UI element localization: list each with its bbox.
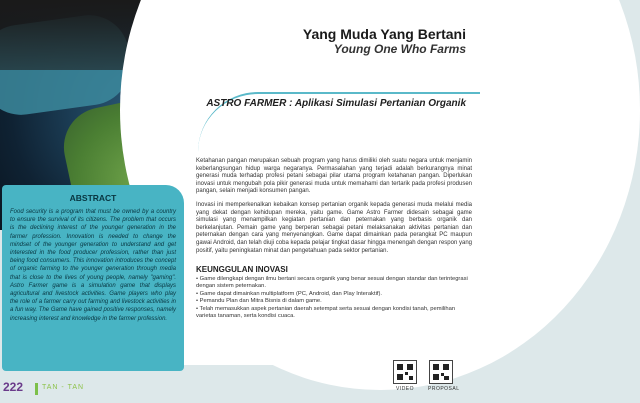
list-item: • Game dapat dimainkan multiplatform (PC, Android, dan Play Interaktif). <box>196 291 472 298</box>
paragraph-2: Inovasi ini memperkenalkan kebaikan konsep pertanian organik kepada generasi muda melalui media yang dekat dengan kehidupan mereka, yaitu game. Game Astro Farmer didesain sebagai game simulasi yang menampilkan kegiatan pertanian dan peternakan yang berbasis organik dan berkelanjutan. Pemain game yang berperan sebagai petani melaksanakan aktivitas pertanian dan peternakan dengan cara yang menyenangkan. Game dapat dimainkan pada perangkat PC maupun gawai Android, dan telah diuji coba kepada pelajar tingkat dasar hingga menengah dengan respon yang positif, yaitu peningkatan minat dan pengetahuan pada sektor pertanian. <box>196 201 472 254</box>
proposal-label: PROPOSAL <box>428 386 460 392</box>
page-number: 222 <box>3 380 24 394</box>
video-label: VIDEO <box>395 386 415 392</box>
page-subtitle: Young One Who Farms <box>333 42 466 56</box>
abstract-heading: ABSTRACT <box>69 193 117 203</box>
keunggulan-heading: KEUNGGULAN INOVASI <box>196 265 288 274</box>
section-title: ASTRO FARMER : Aplikasi Simulasi Pertanian Organik <box>206 98 466 109</box>
list-item: • Pemandu Plan dan Mitra Bisnis di dalam game. <box>196 298 472 305</box>
footer-tag: TAN - TAN <box>42 384 85 391</box>
video-qr-icon <box>393 360 417 384</box>
paragraph-1: Ketahanan pangan merupakan sebuah program yang harus dimiliki oleh suatu negara untuk menjamin keberlangsungan hidup warga negaranya. Permasalahan yang terjadi adalah berkurangnya minat generasi muda terhadap profesi petani sebagai pilar utama program ketahanan pangan. Diperlukan inovasi untuk mengubah pola pikir generasi muda untuk memahami dan tertarik pada profesi produsen pangan, selain menjadi konsumen pangan. <box>196 158 472 195</box>
abstract-box <box>2 185 184 371</box>
body-text <box>196 158 472 261</box>
keunggulan-list <box>196 276 472 320</box>
list-item: • Telah memasukkan aspek pertanian daerah setempat serta sesuai dengan kondisi tanah, pemilihan varietas tanaman, serta kondisi cuaca. <box>196 306 472 321</box>
abstract-text: Food security is a program that must be owned by a country to ensure the survival of its citizens. The problem that occurs is the declining interest of the younger generation in the farmer profession. Innovation is needed to change the mindset of the younger generation to understand and get interested in the food producer profession, rather than just being food consumers. This innovation introduces the concept of organic farming to the younger generation through media that is close to the lives of young people, namely "gaming". Astro Farmer game is a simulation game that displays agricultural and livestock activities. Game players who play the role of a farmer carry out farming and livestock activities in a fun way. The Game have gained positive responses, namely increasing interest and knowledge in the farmer profession. <box>10 209 176 322</box>
footer-divider <box>35 383 38 395</box>
video-link[interactable] <box>392 360 418 392</box>
proposal-link[interactable] <box>428 360 460 392</box>
page-title: Yang Muda Yang Bertani <box>302 26 466 42</box>
proposal-qr-icon <box>429 360 453 384</box>
title-block <box>303 26 466 56</box>
list-item: • Game dilengkapi dengan ilmu bertani secara organik yang benar sesuai dengan standar dan terintegrasi dengan sistem peternakan. <box>196 276 472 291</box>
